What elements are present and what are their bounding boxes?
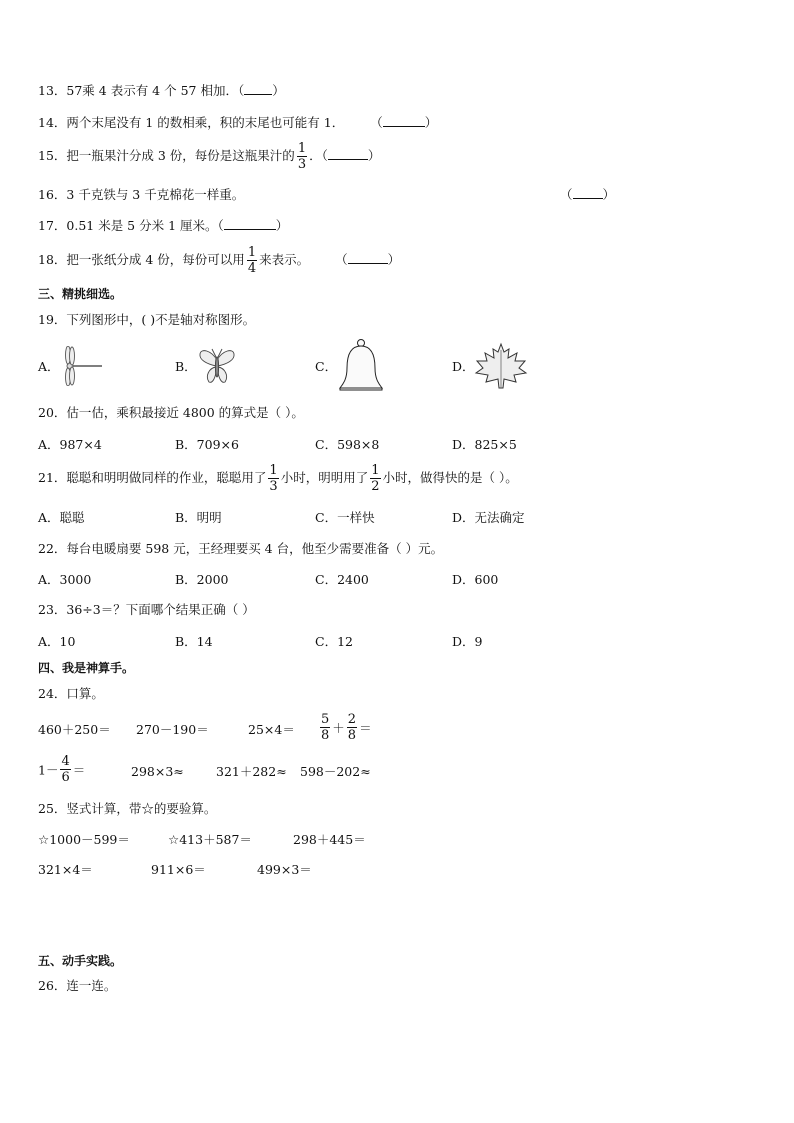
question-19-text: 19．下列图形中，( )不是轴对称图形。	[38, 312, 256, 327]
question-13-text: 13．57乘 4 表示有 4 个 57 相加．（	[38, 83, 245, 98]
option-b[interactable]: B．	[175, 359, 197, 374]
question-21: 21．聪聪和明明做同样的作业，聪聪用了 $\frac{1}{3}$ 小时，明明用了 $\frac{1}{2}$ 小时，做得快的是（ ）。	[38, 463, 518, 494]
option-a[interactable]: A．聪聪	[38, 510, 85, 525]
option-d[interactable]: D．	[452, 359, 475, 374]
option-a[interactable]: A．987×4	[38, 437, 102, 452]
question-17-text: 17．0.51 米是 5 分米 1 厘米。（	[38, 218, 224, 233]
vertical-calc-item: 499×3＝	[257, 862, 312, 877]
question-16-answer: （ ）	[560, 187, 616, 202]
mental-calc-item: 321＋282≈	[216, 764, 287, 779]
vertical-calc-item: 321×4＝	[38, 862, 93, 877]
mental-calc-item: 460＋250＝	[38, 722, 111, 737]
fraction: $\frac{1}{3}$	[269, 463, 278, 494]
vertical-calc-item: 298＋445＝	[293, 832, 366, 847]
question-18: 18．把一张纸分成 4 份，每份可以用 $\frac{1}{4}$ 来表示。 （ ）	[38, 245, 401, 276]
option-d[interactable]: D．9	[452, 634, 483, 649]
answer-blank[interactable]	[244, 82, 272, 95]
option-d[interactable]: D．825×5	[452, 437, 517, 452]
question-13: 13．57乘 4 表示有 4 个 57 相加．（ ）	[38, 83, 285, 98]
vertical-calc-item: ☆1000－599＝	[38, 832, 130, 847]
fraction: $\frac{1}{4}$	[247, 245, 257, 276]
option-c[interactable]: C．一样快	[315, 510, 375, 525]
question-14: 14．两个末尾没有 1 的数相乘，积的末尾也可能有 1． （ ）	[38, 115, 438, 130]
option-b[interactable]: B．709×6	[175, 437, 239, 452]
option-d[interactable]: D．无法确定	[452, 510, 525, 525]
fraction: $\frac{1}{2}$	[371, 463, 380, 494]
question-26-text: 26．连一连。	[38, 978, 117, 993]
question-16	[38, 186, 244, 204]
option-a[interactable]: A．3000	[38, 572, 92, 587]
option-c[interactable]: C．598×8	[315, 437, 380, 452]
question-24-text: 24．口算。	[38, 686, 104, 701]
question-25-text: 25．竖式计算，带☆的要验算。	[38, 801, 217, 816]
option-c[interactable]: C．12	[315, 634, 353, 649]
answer-blank[interactable]	[383, 114, 425, 127]
answer-blank[interactable]	[224, 217, 276, 230]
option-d[interactable]: D．600	[452, 572, 499, 587]
dragonfly-icon	[58, 346, 104, 386]
question-22-text: 22．每台电暖扇要 598 元，王经理要买 4 台，他至少需要准备（ ）元。	[38, 541, 444, 556]
question-15: 15．把一瓶果汁分成 3 份，每份是这瓶果汁的 $\frac{1}{3}$ ．（ ）	[38, 141, 381, 172]
question-23-text: 23．36÷3＝？下面哪个结果正确（ ）	[38, 602, 255, 617]
option-b[interactable]: B．2000	[175, 572, 229, 587]
fraction-subtraction: 1－ $\frac{4}{6}$ ＝	[38, 754, 86, 785]
option-c[interactable]: C．	[315, 359, 338, 374]
option-a[interactable]: A．10	[38, 634, 76, 649]
maple-leaf-icon	[473, 342, 529, 390]
section-3-heading: 三、精挑细选。	[38, 287, 123, 301]
option-c[interactable]: C．2400	[315, 572, 369, 587]
bell-icon	[336, 338, 386, 394]
answer-blank[interactable]	[348, 251, 388, 264]
fraction-addition: $\frac{5}{8}$ ＋ $\frac{2}{8}$ ＝	[321, 712, 372, 743]
section-4-heading: 四、我是神算手。	[38, 661, 135, 675]
mental-calc-item: 25×4＝	[248, 722, 295, 737]
fraction: $\frac{1}{3}$	[297, 141, 307, 172]
answer-blank[interactable]	[573, 186, 603, 199]
question-14-text: 14．两个末尾没有 1 的数相乘，积的末尾也可能有 1．	[38, 115, 345, 130]
question-16-text: 16．3 千克铁与 3 千克棉花一样重。	[38, 187, 245, 202]
butterfly-icon	[197, 346, 237, 386]
vertical-calc-item: ☆413＋587＝	[168, 832, 252, 847]
mental-calc-item: 598－202≈	[300, 764, 371, 779]
answer-blank[interactable]	[328, 147, 368, 160]
option-b[interactable]: B．明明	[175, 510, 222, 525]
question-17: 17．0.51 米是 5 分米 1 厘米。（ ）	[38, 218, 289, 233]
question-20-text: 20．估一估，乘积最接近 4800 的算式是（ ）。	[38, 405, 304, 420]
vertical-calc-item: 911×6＝	[151, 862, 206, 877]
option-a[interactable]: A．	[38, 359, 60, 374]
mental-calc-item: 270－190＝	[136, 722, 209, 737]
option-b[interactable]: B．14	[175, 634, 213, 649]
mental-calc-item: 298×3≈	[131, 764, 184, 779]
section-5-heading: 五、动手实践。	[38, 954, 123, 968]
